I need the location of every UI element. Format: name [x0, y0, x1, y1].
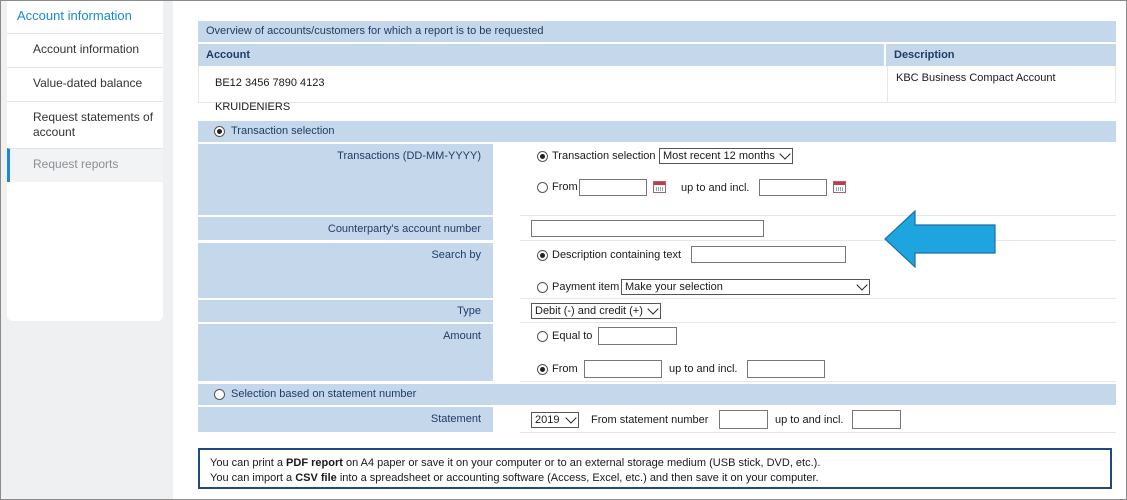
to-date-input[interactable] — [759, 179, 827, 196]
statement-year-value: 2019 — [535, 414, 560, 426]
amount-to-input[interactable] — [747, 360, 825, 378]
chevron-down-icon — [856, 279, 867, 290]
info-box — [198, 448, 1112, 489]
info-line-pdf — [210, 456, 1100, 471]
info-line-csv — [210, 471, 1100, 486]
option-label: From — [552, 363, 578, 375]
account-number: BE12 3456 7890 4123 — [215, 77, 325, 89]
amount-up-to-label: up to and incl. — [669, 363, 738, 375]
sidebar-item-request-statements[interactable]: Request statements of account — [7, 101, 163, 148]
payment-item-select-value: Make your selection — [625, 281, 723, 293]
sidebar-item-request-reports[interactable]: Request reports — [7, 148, 163, 182]
description-text-input[interactable] — [691, 246, 846, 263]
account-cell — [199, 66, 887, 113]
amount-label: Amount — [198, 324, 493, 381]
sidebar — [7, 1, 163, 321]
pdf-report-term: PDF report — [286, 457, 343, 469]
main-content — [173, 1, 1126, 499]
app-canvas — [1, 1, 1126, 499]
info-text: You can import a — [210, 472, 296, 484]
statement-selection-radio[interactable] — [214, 389, 225, 400]
sidebar-title[interactable]: Account information — [17, 8, 132, 23]
chevron-down-icon — [779, 148, 790, 159]
from-statement-input[interactable] — [719, 410, 768, 429]
radio-transaction-selection[interactable] — [537, 151, 548, 162]
radio-equal-to[interactable] — [537, 331, 548, 342]
radio-description-text[interactable] — [537, 250, 548, 261]
option-payment-item[interactable] — [537, 281, 619, 293]
left-arrow-icon — [883, 209, 999, 271]
statement-selection-header — [198, 384, 1116, 405]
counterparty-label: Counterparty's account number — [198, 217, 493, 240]
radio-amount-from[interactable] — [537, 364, 548, 375]
option-label: Description containing text — [552, 249, 682, 261]
option-transaction-selection[interactable] — [537, 150, 656, 162]
payment-item-select[interactable] — [621, 279, 870, 295]
amount-from-input[interactable] — [584, 360, 662, 378]
transaction-selection-radio[interactable] — [214, 126, 225, 137]
info-text: into a spreadsheet or accounting software (Access, Excel, etc.) and then save it on your computer. — [336, 472, 819, 484]
option-label: Transaction selection — [552, 150, 656, 162]
statement-up-to-label: up to and incl. — [775, 414, 844, 426]
info-text: on A4 paper or save it on your computer or to an external storage medium (USB stick, DVD, etc.). — [342, 457, 821, 469]
transactions-label: Transactions (DD-MM-YYYY) — [198, 144, 493, 215]
statement-selection-title: Selection based on statement number — [231, 388, 417, 400]
option-amount-from[interactable] — [537, 363, 578, 375]
from-statement-label: From statement number — [591, 414, 709, 426]
csv-file-term: CSV file — [295, 472, 337, 484]
statement-label: Statement — [198, 407, 493, 432]
table-row — [198, 66, 1116, 113]
description-cell: KBC Business Compact Account — [887, 66, 1114, 102]
period-select-value: Most recent 12 months — [663, 150, 775, 162]
column-header-description: Description — [886, 44, 1116, 66]
option-description-text[interactable] — [537, 249, 681, 261]
chevron-down-icon — [647, 303, 658, 314]
overview-column-headers — [198, 44, 1116, 66]
up-to-label: up to and incl. — [681, 182, 750, 194]
transaction-selection-title: Transaction selection — [231, 125, 335, 137]
amount-equal-input[interactable] — [598, 327, 677, 345]
type-select-value: Debit (-) and credit (+) — [535, 305, 643, 317]
transaction-selection-header — [198, 121, 1116, 142]
column-header-account: Account — [198, 44, 884, 66]
option-label: From — [552, 181, 578, 193]
option-equal-to[interactable] — [537, 330, 592, 342]
option-label: Equal to — [552, 330, 593, 342]
accounts-overview-table — [198, 21, 1116, 113]
account-holder: KRUIDENIERS — [215, 101, 291, 113]
radio-from[interactable] — [537, 182, 548, 193]
info-text: You can print a — [210, 457, 287, 469]
option-from[interactable] — [537, 181, 578, 193]
chevron-down-icon — [565, 412, 576, 423]
radio-payment-item[interactable] — [537, 282, 548, 293]
type-label: Type — [198, 300, 493, 322]
counterparty-account-input[interactable] — [531, 220, 764, 237]
from-date-input[interactable] — [579, 179, 647, 196]
search-by-label: Search by — [198, 243, 493, 298]
calendar-icon[interactable] — [833, 181, 846, 193]
to-statement-input[interactable] — [852, 410, 901, 429]
sidebar-item-value-dated-balance[interactable]: Value-dated balance — [7, 67, 163, 101]
statement-year-select[interactable] — [531, 412, 579, 428]
type-select[interactable] — [531, 303, 661, 319]
option-label: Payment item — [552, 281, 620, 293]
calendar-icon[interactable] — [653, 181, 666, 193]
sidebar-item-account-information[interactable]: Account information — [7, 33, 163, 67]
overview-header: Overview of accounts/customers for which a report is to be requested — [198, 21, 1116, 42]
period-select[interactable] — [659, 148, 793, 164]
